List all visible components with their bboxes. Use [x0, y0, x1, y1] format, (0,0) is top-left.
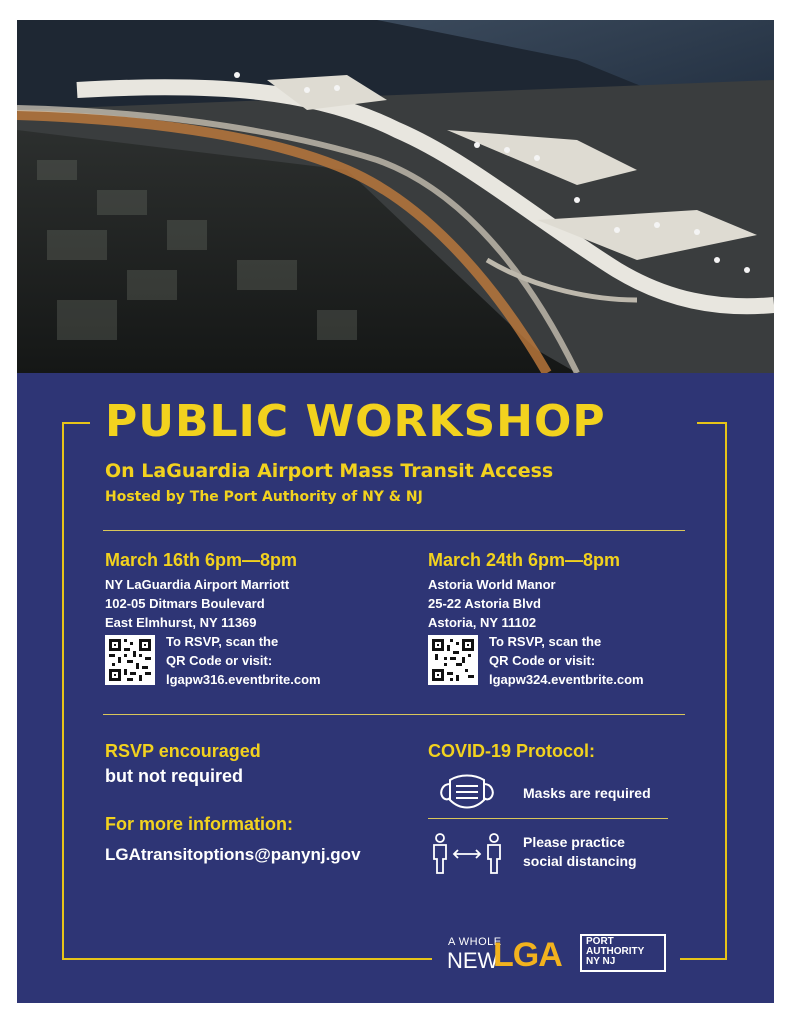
session-2-street: 25-22 Astoria Blvd: [428, 596, 541, 611]
frame-top-right: [697, 422, 725, 424]
session-2-date: March 24th 6pm—8pm: [428, 550, 621, 570]
covid-heading: COVID-19 Protocol:: [428, 741, 596, 761]
distancing-text-line1: Please practice: [523, 834, 625, 850]
face-mask-icon: [438, 770, 496, 819]
session-2-venue: Astoria World Manor: [428, 577, 556, 592]
rsvp-subtext: but not required: [105, 766, 243, 786]
session-1-venue: NY LaGuardia Airport Marriott: [105, 577, 290, 592]
frame-right: [725, 422, 727, 958]
frame-bottom-left: [62, 958, 432, 960]
pa-line1: PORT: [586, 936, 614, 947]
session-1-city: East Elmhurst, NY 11369: [105, 615, 257, 630]
contact-email[interactable]: LGAtransitoptions@panynj.gov: [105, 845, 361, 864]
session-1-rsvp-line1: To RSVP, scan the: [166, 634, 279, 649]
frame-left: [62, 422, 64, 958]
frame-top-left: [62, 422, 90, 424]
airport-aerial-photo: [17, 20, 774, 373]
qr-code-icon[interactable]: [105, 635, 155, 685]
page-subtitle: On LaGuardia Airport Mass Transit Access: [105, 460, 554, 482]
lga-logo-mark: LGA: [493, 936, 562, 974]
distancing-text-line2: social distancing: [523, 853, 637, 869]
page-title: PUBLIC WORKSHOP: [105, 396, 606, 447]
divider-top: [103, 530, 685, 531]
divider-covid: [428, 818, 668, 819]
port-authority-logo: [580, 934, 666, 972]
session-1-date: March 16th 6pm—8pm: [105, 550, 298, 570]
session-2-rsvp-line2: QR Code or visit:: [489, 653, 596, 668]
session-1-street: 102-05 Ditmars Boulevard: [105, 596, 265, 611]
pa-line3: NY NJ: [586, 956, 616, 967]
host-line: Hosted by The Port Authority of NY & NJ: [105, 489, 423, 505]
session-1-rsvp-line2: QR Code or visit:: [166, 653, 273, 668]
session-1-rsvp-link[interactable]: lgapw316.eventbrite.com: [166, 672, 321, 687]
lga-logo-small: A WHOLE: [448, 936, 502, 948]
rsvp-heading: RSVP encouraged: [105, 741, 261, 761]
session-2-rsvp-line1: To RSVP, scan the: [489, 634, 602, 649]
divider-middle: [103, 714, 685, 715]
lga-logo-new: NEW: [447, 948, 499, 973]
session-2-rsvp-link[interactable]: lgapw324.eventbrite.com: [489, 672, 644, 687]
pa-line2: AUTHORITY: [586, 946, 645, 957]
info-heading: For more information:: [105, 814, 293, 834]
masks-text: Masks are required: [523, 785, 651, 801]
airport-aerial-illustration: [17, 20, 774, 373]
qr-code-icon[interactable]: [428, 635, 478, 685]
session-2-city: Astoria, NY 11102: [428, 615, 537, 630]
social-distancing-icon: [432, 833, 504, 880]
frame-bottom-right: [680, 958, 727, 960]
